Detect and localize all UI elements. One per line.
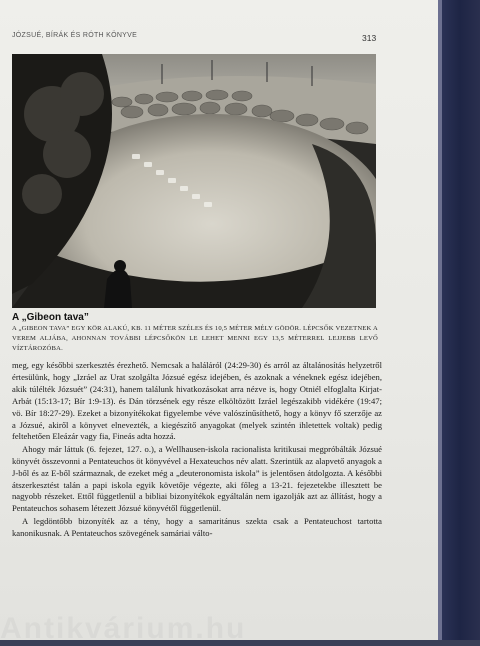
running-head: JÓZSUÉ, BÍRÁK ÉS RÓTH KÖNYVE	[12, 32, 138, 39]
figure-title: A „Gibeon tava”	[12, 312, 89, 323]
body-text	[12, 360, 382, 540]
paragraph: meg, egy későbbi szerkesztés érezhető. Nemcsak a haláláról (24:29-30) és arról az általánosítás helyzetről értesülünk, hogy „Izráel az Urat szolgálta Józsué egész idejében, és azoknak a véneknek egész idejében, akik túlélték Józsuét” (24:31), hanem találunk hivatkozásokat arra nézve is, hogy Otniél elfoglalta Kirjat-Arbát (15:13-17; Bír 1:9-13). és Dán törzsének egy része elköltözött Izráel legészakibb vidékére (19:47; vö. Bír 18:27-29). Ezeket a bizonyítékokat figyelembe véve valószínűsíthető, hogy a könyv fő szerzője az a Józsué, akiről a könyvet elnevezték, a kiegészítő anyagokat (melyek szintén ihletettek voltak) pedig feltehetően Eleázár vagy fia, Fineás adta hozzá.	[12, 360, 382, 442]
paragraph: A legdöntőbb bizonyíték az a tény, hogy a samaritánus szekta csak a Pentateuchost tartotta kanonikusnak. A Pentateuchos szövegének samáriai válto-	[12, 515, 382, 538]
book-spine	[440, 0, 480, 640]
paragraph: Ahogy már láttuk (6. fejezet, 127. o.), a Wellhausen-iskola racionalista kritikusai megpróbálták Józsué könyvét összevonni a Pentateuchos öt könyvével a Hexateuchos név alatt. Szerintük az alapvető anyagok a J-ből és az E-ből származnak, de ezeket még a „deuteronomista iskola” is jelentősen átdolgozta. A későbbi átszerkesztést talán a papi iskola egyik követője végezte, aki főleg a 13-21. fejezetekbe illesztett be nagyobb részeket. Ettől függetlenül a bibliai bizonyítékok egyáltalán nem igazolják azt az állítást, hogy a Pentateuchos sohasem létezett Józsué könyvétől függetlenül.	[12, 443, 382, 514]
gibeon-pool-illustration	[12, 54, 376, 308]
page-number: 313	[362, 33, 377, 43]
figure-caption: A „GIBEON TAVA” EGY KÖR ALAKÚ, KB. 11 MÉTER SZÉLES ÉS 10,5 MÉTER MÉLY GÖDÖR. LÉPCSŐK VEZETNEK A VEREM ALJÁBA, AHONNAN TOVÁBBI LÉPCSŐKÖN LE LEHET MENNI EGY 13,5 MÉTERREL LEJJEBB LEVŐ VÍZTÁROZÓBA.	[12, 325, 378, 352]
gibeon-pool-photo	[12, 54, 376, 308]
watermark: Antikvárium.hu	[0, 612, 247, 645]
